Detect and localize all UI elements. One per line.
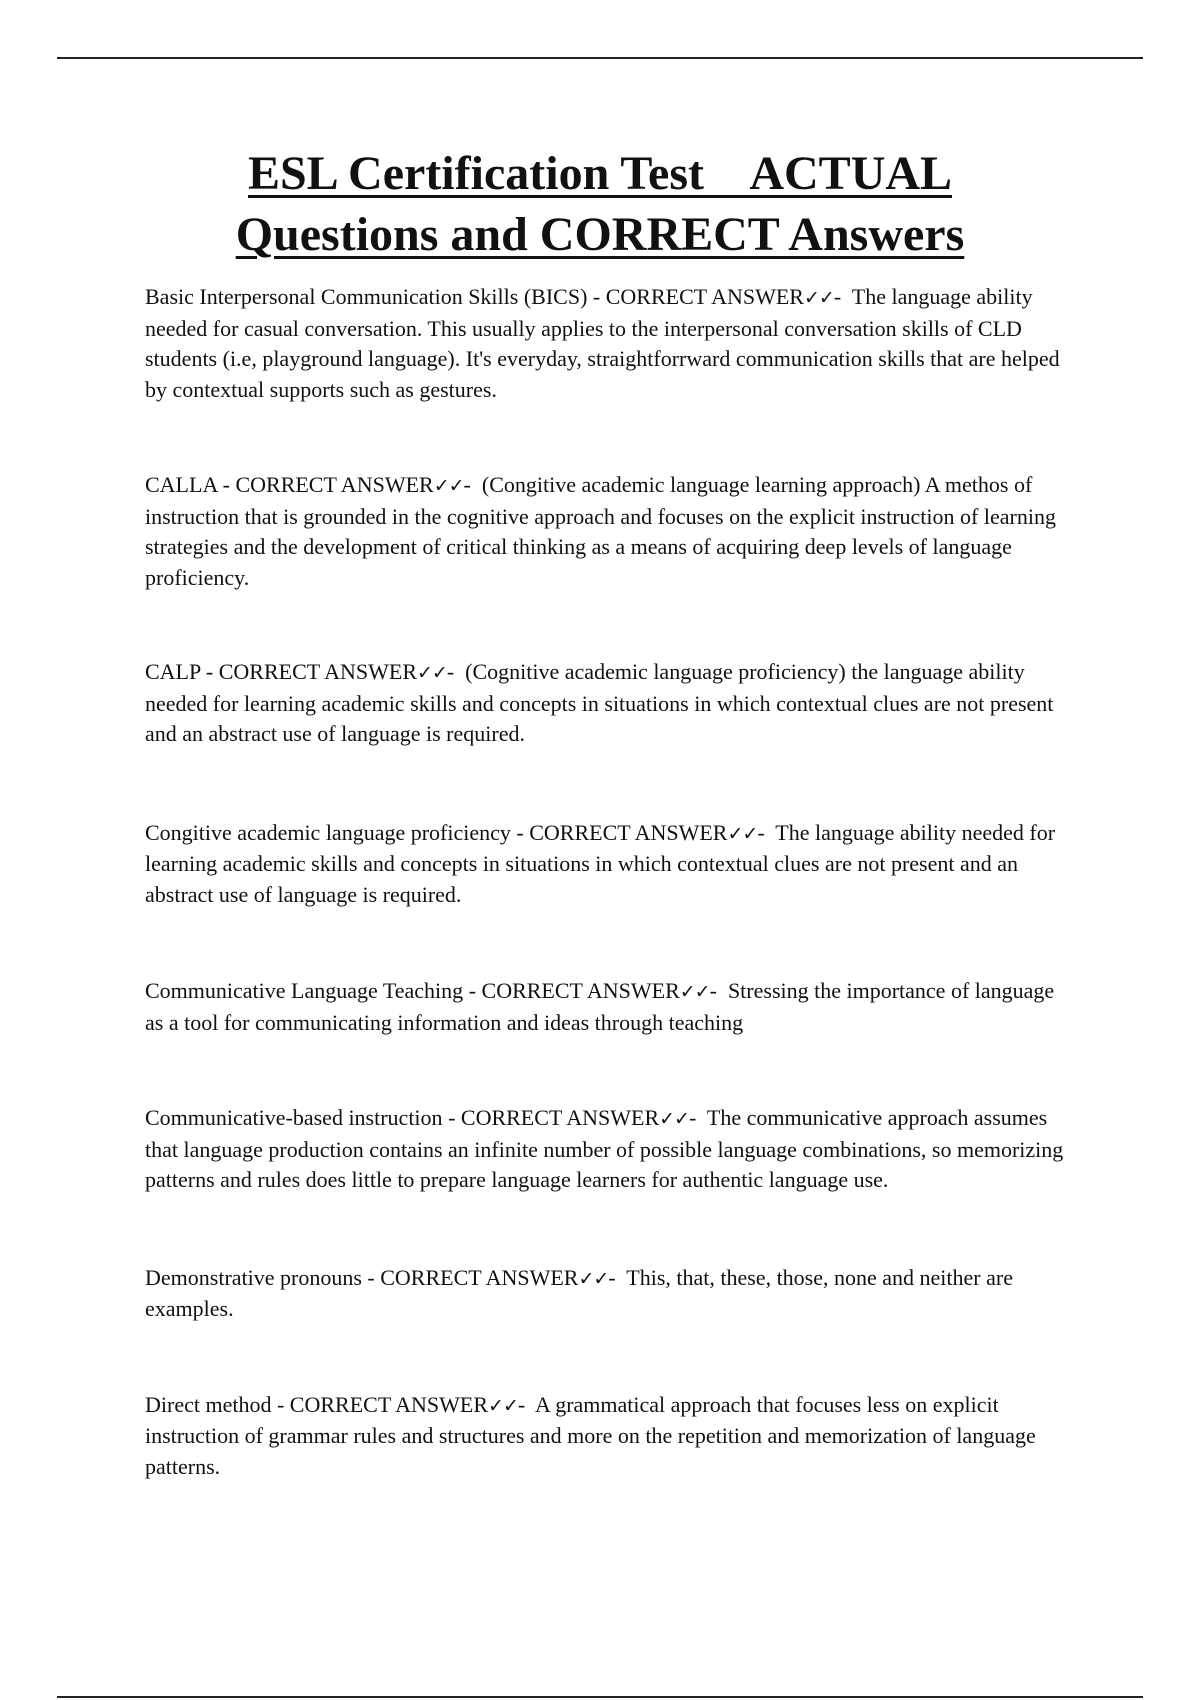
title-line-2: Questions and CORRECT Answers <box>235 208 965 261</box>
entry-definition: The language ability needed for learning academic skills and concepts in situations in which contextual clues are not present and an abstract use of language is required. <box>145 819 1056 907</box>
entry-term: Direct method <box>145 1391 272 1417</box>
double-check-icon: ✓✓ <box>679 981 710 1003</box>
entry-term: Communicative-based instruction <box>145 1105 443 1130</box>
entry-term: Demonstrative pronouns <box>145 1264 362 1290</box>
entry-definition: This, that, these, those, none and neither are examples. <box>145 1264 1013 1321</box>
double-check-icon: ✓✓ <box>433 475 464 497</box>
entry-term: Congitive academic language proficiency <box>145 819 511 845</box>
qa-entry: Communicative-based instruction - CORRECT ANSWER✓✓- The communicative approach assumes that language production contains an infinite number of possible language combinations, so memorizing patterns and rules does little to prepare language learners for authentic language use. <box>145 1105 1064 1192</box>
double-check-icon: ✓✓ <box>417 662 447 684</box>
entry-definition: The communicative approach assumes that language production contains an infinite number of possible language combinations, so memorizing patterns and rules does little to prepare language learners for authentic language use. <box>145 1105 1064 1192</box>
answer-marker: CORRECT ANSWER <box>289 1391 489 1417</box>
qa-entry: Congitive academic language proficiency - CORRECT ANSWER✓✓- The language ability needed for learning academic skills and concepts in situations in which contextual clues are not present and an abstract use of language is required. <box>145 819 1056 907</box>
answer-marker: CORRECT ANSWER <box>380 1264 579 1290</box>
answer-marker: CORRECT ANSWER <box>218 659 417 684</box>
qa-entry: Communicative Language Teaching - CORRECT ANSWER✓✓- Stressing the importance of language as a tool for communicating information and ideas through teaching <box>145 978 1055 1035</box>
qa-entry: Basic Interpersonal Communication Skills (BICS) - CORRECT ANSWER✓✓- The language ability needed for casual conversation. This usually applies to the interpersonal conversation skills of CLD students (i.e, playground language). It's everyday, straightforrward communication skills that are helped by contextual supports such as gestures. <box>145 284 1060 402</box>
answer-marker: CORRECT ANSWER <box>529 819 728 845</box>
answer-marker: CORRECT ANSWER <box>605 284 804 309</box>
qa-entry: CALP - CORRECT ANSWER✓✓- (Cognitive academic language proficiency) the language ability needed for learning academic skills and concepts in situations in which contextual clues are not present and an abstract use of language is required. <box>145 659 1054 746</box>
double-check-icon: ✓✓ <box>803 287 834 309</box>
qa-entry: CALLA - CORRECT ANSWER✓✓- (Congitive academic language learning approach) A methos of instruction that is grounded in the cognitive approach and focuses on the explicit instruction of learning strategies and the development of critical thinking as a means of acquiring deep levels of language proficiency. <box>145 472 1056 590</box>
entry-term: Communicative Language Teaching <box>145 978 464 1003</box>
qa-entry: Direct method - CORRECT ANSWER✓✓- A grammatical approach that focuses less on explicit instruction of grammar rules and structures and more on the repetition and memorization of language patterns. <box>145 1391 1036 1479</box>
bottom-divider <box>57 1696 1143 1698</box>
entry-definition: The language ability needed for casual conversation. This usually applies to the interpersonal conversation skills of CLD students (i.e, playground language). It's everyday, straightforrward communication skills that are helped by contextual supports such as gestures. <box>145 284 1060 402</box>
entry-term: Basic Interpersonal Communication Skills (BICS) <box>145 284 588 309</box>
entry-definition: (Congitive academic language learning approach) A methos of instruction that is grounded in the cognitive approach and focuses on the explicit instruction of learning strategies and the development of critical thinking as a means of acquiring deep levels of language proficiency. <box>145 472 1056 590</box>
double-check-icon: ✓✓ <box>578 1267 609 1290</box>
qa-list <box>145 282 1065 1482</box>
top-divider <box>57 57 1143 59</box>
double-check-icon: ✓✓ <box>727 822 758 845</box>
entry-definition: A grammatical approach that focuses less on explicit instruction of grammar rules and structures and more on the repetition and memorization of language patterns. <box>145 1391 1036 1479</box>
entry-definition: (Cognitive academic language proficiency) the language ability needed for learning academic skills and concepts in situations in which contextual clues are not present and an abstract use of language is required. <box>145 659 1054 746</box>
title-line-1: ESL Certification Test ACTUAL <box>247 147 953 200</box>
answer-marker: CORRECT ANSWER <box>460 1105 660 1130</box>
answer-marker: CORRECT ANSWER <box>235 472 434 497</box>
double-check-icon: ✓✓ <box>488 1394 518 1417</box>
page-title <box>100 143 1100 265</box>
entry-term: CALLA <box>145 472 218 497</box>
qa-entry: Demonstrative pronouns - CORRECT ANSWER✓✓- This, that, these, those, none and neither are examples. <box>145 1264 1013 1321</box>
double-check-icon: ✓✓ <box>659 1108 689 1130</box>
answer-marker: CORRECT ANSWER <box>481 978 680 1003</box>
entry-definition: Stressing the importance of language as a tool for communicating information and ideas through teaching <box>145 978 1055 1035</box>
entry-term: CALP <box>145 659 201 684</box>
